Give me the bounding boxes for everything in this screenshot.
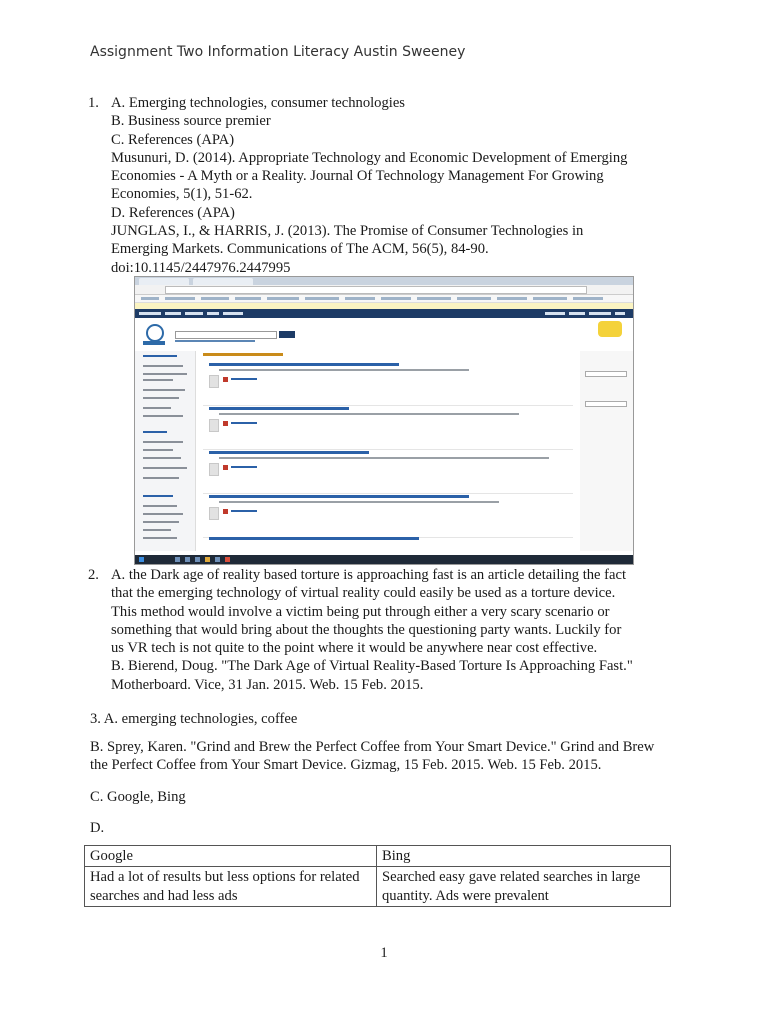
list-item-2 [88, 566, 691, 694]
item3-b-line: B. Sprey, Karen. "Grind and Brew the Perfect Coffee from Your Smart Device." Grind and Brew [90, 739, 655, 755]
bookmark [165, 297, 195, 300]
browser-tab [193, 278, 253, 285]
sidebar-heading [143, 431, 167, 433]
item3-d: D. [90, 820, 105, 836]
database-nav-bar [135, 309, 633, 318]
sidebar-heading [143, 495, 173, 497]
document-header: Assignment Two Information Literacy Austin Sweeney [90, 44, 466, 60]
sidebar-line [143, 513, 183, 515]
nav-item [545, 312, 565, 315]
item1-line: JUNGLAS, I., & HARRIS, J. (2013). The Promise of Consumer Technologies in [111, 223, 584, 240]
sidebar-line [143, 457, 181, 459]
bookmark [201, 297, 229, 300]
results-heading [203, 353, 283, 356]
table-header-row [85, 846, 671, 867]
bookmark [533, 297, 567, 300]
bookmark [305, 297, 339, 300]
item1-line: Economies - A Myth or a Reality. Journal Of Technology Management For Growing [111, 168, 604, 185]
taskbar-app-icon [175, 557, 180, 562]
sidebar-line [143, 529, 171, 531]
item1-line: doi:10.1145/2447976.2447995 [111, 259, 291, 276]
nav-item [569, 312, 585, 315]
sidebar-line [143, 389, 185, 391]
item2-line: something that would bring about the thoughts the questioning party wants. Luckily for [111, 621, 622, 638]
browser-tab-strip [135, 277, 633, 285]
search-result [203, 405, 573, 450]
item3-b-line: the Perfect Coffee from Your Smart Device. Gizmag, 15 Feb. 2015. Web. 15 Feb. 2015. [90, 757, 602, 774]
search-button [279, 331, 295, 338]
choose-subject-select [585, 401, 627, 407]
item2-line: that the emerging technology of virtual reality could easily be used as a torture device. [111, 585, 616, 602]
table-cell: Searched easy gave related searches in large quantity. Ads were prevalent [377, 867, 671, 907]
item1-line: Emerging Markets. Communications of The ACM, 56(5), 84-90. [111, 241, 489, 258]
taskbar-app-icon [195, 557, 200, 562]
full-text-link [231, 510, 257, 512]
sidebar-line [143, 521, 179, 523]
nav-item [185, 312, 203, 315]
start-icon [139, 557, 144, 562]
table-cell: Had a lot of results but less options for related searches and had less ads [85, 867, 377, 907]
bookmark [417, 297, 451, 300]
list-number: 2. [88, 567, 99, 583]
page-number: 1 [380, 945, 388, 961]
item1-line: Economies, 5(1), 51-62. [111, 186, 253, 203]
taskbar-app-icon [225, 557, 230, 562]
result-thumbnail [209, 375, 219, 388]
pdf-icon [223, 465, 228, 470]
nav-item [139, 312, 161, 315]
pdf-icon [223, 377, 228, 382]
address-bar-row [135, 285, 633, 295]
ccbc-logo-icon [146, 324, 164, 342]
item3-b [90, 738, 690, 775]
windows-taskbar [135, 555, 633, 564]
full-text-link [231, 422, 257, 424]
sidebar-line [143, 441, 183, 443]
result-title [209, 363, 399, 366]
bookmark [381, 297, 411, 300]
result-title [209, 407, 349, 410]
search-result [203, 517, 573, 553]
item2-line: us VR tech is not quite to the point where it would be anywhere near cost effective. [111, 640, 598, 657]
bookmark [235, 297, 261, 300]
search-result [203, 449, 573, 494]
result-meta [219, 501, 499, 503]
bookmark [141, 297, 159, 300]
search-sublinks [175, 340, 255, 342]
sidebar-line [143, 467, 187, 469]
search-result [203, 361, 573, 406]
list-number: 1. [88, 95, 99, 111]
result-thumbnail [209, 419, 219, 432]
table-header-cell: Google [85, 846, 377, 867]
taskbar-app-icon [205, 557, 210, 562]
item3-c: C. Google, Bing [90, 789, 186, 805]
sidebar-line [143, 397, 179, 399]
sidebar-line [143, 477, 179, 479]
sidebar-line [143, 379, 173, 381]
result-title [209, 495, 469, 498]
table-row [85, 867, 671, 907]
item3-a: 3. A. emerging technologies, coffee [90, 711, 298, 727]
sidebar-heading [143, 355, 177, 357]
browser-tab [139, 278, 189, 285]
table-header-cell: Bing [377, 846, 671, 867]
nav-item [615, 312, 625, 315]
item2-line: A. the Dark age of reality based torture is approaching fast is an article detailing the fact [111, 567, 627, 583]
taskbar-app-icon [215, 557, 220, 562]
full-text-link [231, 466, 257, 468]
item1-line: Musunuri, D. (2014). Appropriate Technology and Economic Development of Emerging [111, 149, 628, 166]
bookmark [497, 297, 527, 300]
choose-databases-select [585, 371, 627, 377]
search-box [175, 331, 277, 339]
result-meta [219, 369, 469, 371]
bookmarks-bar [135, 295, 633, 303]
sidebar-line [143, 373, 187, 375]
pdf-icon [223, 421, 228, 426]
item1-line: C. References (APA) [111, 131, 235, 148]
item1-line: B. Business source premier [111, 113, 271, 130]
full-text-link [231, 378, 257, 380]
nav-item [165, 312, 181, 315]
sidebar-line [143, 407, 171, 409]
bookmark [457, 297, 491, 300]
item1-line: A. Emerging technologies, consumer technologies [111, 95, 405, 111]
sidebar-line [143, 449, 173, 451]
bookmark [573, 297, 603, 300]
address-bar [165, 286, 587, 294]
sidebar-line [143, 505, 177, 507]
refine-results-sidebar [135, 351, 196, 551]
item2-line: Motherboard. Vice, 31 Jan. 2015. Web. 15 Feb. 2015. [111, 676, 424, 693]
item2-line: B. Bierend, Doug. "The Dark Age of Virtual Reality-Based Torture Is Approaching Fast." [111, 658, 633, 675]
result-title [209, 451, 369, 454]
bookmark [345, 297, 375, 300]
database-search-screenshot [134, 276, 634, 565]
result-meta [219, 457, 549, 459]
sidebar-line [143, 415, 183, 417]
item1-line: D. References (APA) [111, 204, 235, 221]
nav-item [207, 312, 219, 315]
ask-a-librarian-icon [598, 321, 622, 337]
nav-item [223, 312, 243, 315]
item2-line: This method would involve a victim being put through either a very scary scenario or [111, 603, 610, 620]
comparison-table [84, 845, 671, 907]
sidebar-line [143, 537, 177, 539]
ccbc-logo-text [143, 341, 165, 345]
result-title [209, 537, 419, 540]
right-sidebar [580, 351, 633, 551]
nav-item [589, 312, 611, 315]
bookmark [267, 297, 299, 300]
list-item-1 [88, 94, 691, 277]
sidebar-line [143, 365, 183, 367]
taskbar-app-icon [185, 557, 190, 562]
result-thumbnail [209, 463, 219, 476]
result-meta [219, 413, 519, 415]
pdf-icon [223, 509, 228, 514]
